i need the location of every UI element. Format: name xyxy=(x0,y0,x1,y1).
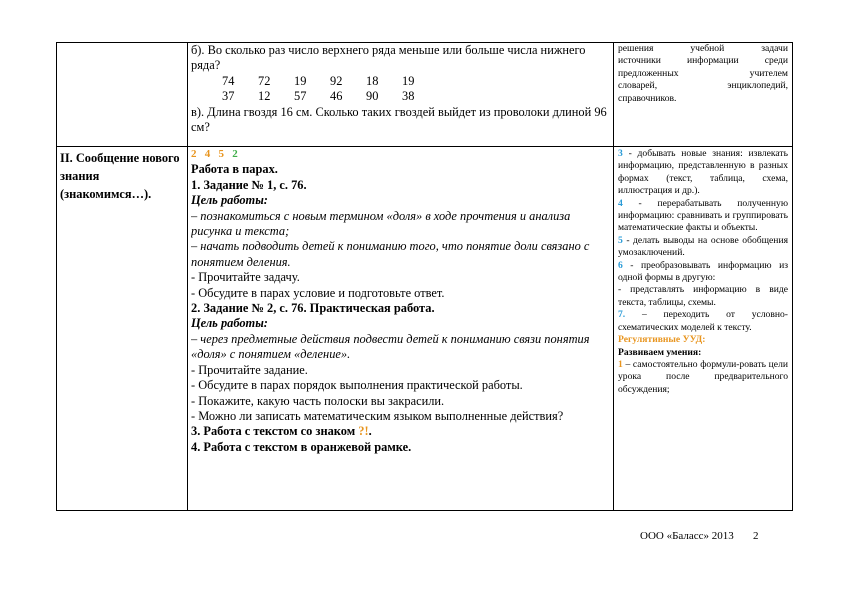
row1-middle-cell xyxy=(191,43,609,146)
column-divider-2 xyxy=(613,42,614,511)
stage-title: II. Сообщение нового знания (знакомимся…). xyxy=(60,151,180,201)
number-cell: 92 xyxy=(330,73,343,88)
number-cell: 37 xyxy=(222,89,235,104)
reg-item-1 xyxy=(618,359,788,396)
uud-line: источники информации среди предложенных учителем xyxy=(618,55,788,79)
table-left-border xyxy=(56,42,57,511)
row2-stage-cell xyxy=(60,149,184,209)
number-cell: 19 xyxy=(294,73,307,88)
show-part: - Покажите, какую часть полоски вы закрасили. xyxy=(191,393,445,408)
lesson-table xyxy=(56,42,793,511)
number-cell: 74 xyxy=(222,73,235,88)
task-3-text: 3. Работа с текстом со знаком xyxy=(191,424,356,439)
uud-item-6 xyxy=(618,260,788,285)
table-bottom-border xyxy=(56,510,793,511)
task-3 xyxy=(191,424,609,439)
number-cell: 46 xyxy=(330,89,343,104)
question-b: б). Во сколько раз число верхнего ряда меньше или больше числа нижнего ряда? xyxy=(191,43,586,73)
item-text: - преобразовывать информацию из одной формы в другую: xyxy=(618,259,788,284)
uud-item-6b: - представлять информацию в виде текста, таблицы, схемы. xyxy=(618,284,788,308)
item-number: 7. xyxy=(618,309,626,321)
page-footer xyxy=(640,530,759,542)
goal-label: Цель работы: xyxy=(191,193,268,208)
digit-labels xyxy=(191,147,609,162)
publisher: ООО «Баласс» 2013 xyxy=(640,530,734,542)
item-number: 4 xyxy=(618,197,623,209)
page-number: 2 xyxy=(753,530,759,542)
table-right-border xyxy=(792,42,793,511)
numbers-top-row xyxy=(191,74,609,89)
number-cell: 18 xyxy=(366,73,379,88)
item-text: - делать выводы на основе обобщения умозаключений. xyxy=(618,234,788,259)
math-language: - Можно ли записать математическим языком выполненные действия? xyxy=(191,408,564,423)
uud-line: решения учебной задачи xyxy=(618,43,788,54)
number-cell: 72 xyxy=(258,73,271,88)
number-cell: 57 xyxy=(294,89,307,104)
row2-middle-cell xyxy=(191,147,609,509)
column-divider-1 xyxy=(187,42,188,511)
item-number: 5 xyxy=(618,234,623,246)
row2-right-cell xyxy=(618,148,788,509)
task-1: 1. Задание № 1, с. 76. xyxy=(191,177,307,192)
digit-label: 4 xyxy=(204,148,211,160)
goal-2: – через предметные действия подвести детей к пониманию связи понятия «доля» с понятием «деление». xyxy=(191,331,590,362)
number-cell: 19 xyxy=(402,73,415,88)
task-3-dot: . xyxy=(368,424,372,439)
numbers-bottom-row xyxy=(191,89,609,104)
goal-label-2: Цель работы: xyxy=(191,316,268,331)
uud-line: словарей, энциклопедий, xyxy=(618,80,788,92)
goal-1b: – начать подводить детей к пониманию того, что понятие доли связано с понятием деления. xyxy=(191,239,590,269)
item-text: – самостоятельно формули-ровать цели урока после предварительного обсуждения; xyxy=(618,358,788,395)
item-number: 6 xyxy=(618,259,623,271)
develop-skills: Развиваем умения: xyxy=(618,346,702,358)
attention-sign: ?! xyxy=(358,424,369,439)
question-v: в). Длина гвоздя 16 см. Сколько таких гвоздей выйдет из проволоки длиной 96 см? xyxy=(191,104,607,135)
work-in-pairs: Работа в парах. xyxy=(191,162,278,177)
digit-label: 2 xyxy=(191,148,197,160)
number-cell: 12 xyxy=(258,89,271,104)
item-text: – переходить от условно-схематических моделей к тексту. xyxy=(618,309,788,333)
uud-item-5 xyxy=(618,235,788,260)
item-number: 3 xyxy=(618,148,623,159)
row1-right-cell xyxy=(618,43,788,146)
digit-label: 5 xyxy=(218,148,224,160)
discuss-2: - Обсудите в парах порядок выполнения практической работы. xyxy=(191,378,523,393)
item-text: - добывать новые знания: извлекать информацию, представленную в разных формах (текст, таблица, схема, иллюстрация и др.). xyxy=(618,148,788,197)
uud-item-7 xyxy=(618,309,788,334)
number-cell: 90 xyxy=(366,89,379,104)
item-number: 1 xyxy=(618,358,623,370)
number-cell: 38 xyxy=(402,89,415,104)
read-task-2: - Прочитайте задание. xyxy=(191,362,308,377)
item-text: - перерабатывать полученную информацию: сравнивать и группировать математические факты и объекты. xyxy=(618,197,788,234)
regulative-heading: Регулятивные УУД: xyxy=(618,334,706,346)
goal-1a: – познакомиться с новым термином «доля» в ходе прочтения и анализа рисунка и текста; xyxy=(191,208,571,239)
task-4: 4. Работа с текстом в оранжевой рамке. xyxy=(191,439,412,454)
uud-line: справочников. xyxy=(618,92,677,104)
digit-label: 2 xyxy=(232,148,238,160)
uud-item-4 xyxy=(618,198,788,235)
uud-item-3 xyxy=(618,148,788,198)
read-task: - Прочитайте задачу. xyxy=(191,270,300,285)
task-2: 2. Задание № 2, с. 76. Практическая работа. xyxy=(191,301,435,316)
discuss: - Обсудите в парах условие и подготовьте ответ. xyxy=(191,285,445,300)
